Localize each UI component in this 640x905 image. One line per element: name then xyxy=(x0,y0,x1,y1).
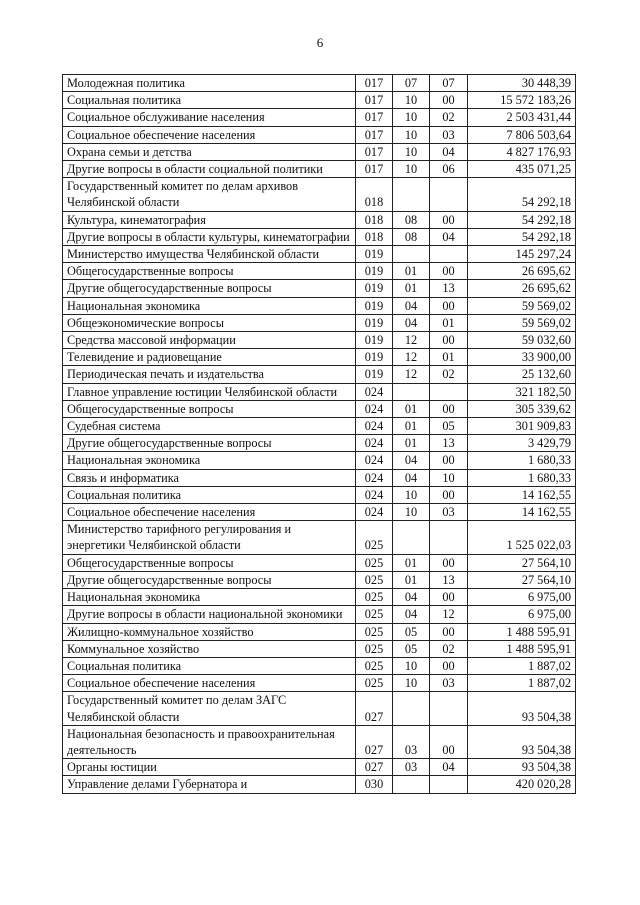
cell-subsection-code: 03 xyxy=(430,675,468,692)
cell-name: Общегосударственные вопросы xyxy=(63,554,356,571)
cell-section-code xyxy=(393,776,430,793)
cell-amount: 33 900,00 xyxy=(468,349,576,366)
cell-name: Государственный комитет по делам ЗАГС Челябинской области xyxy=(63,692,356,725)
cell-name: Общеэкономические вопросы xyxy=(63,314,356,331)
table-row xyxy=(63,92,576,109)
cell-name: Министерство тарифного регулирования и энергетики Челябинской области xyxy=(63,521,356,554)
cell-section-code: 08 xyxy=(393,228,430,245)
cell-amount: 54 292,18 xyxy=(468,228,576,245)
cell-name: Жилищно-коммунальное хозяйство xyxy=(63,623,356,640)
cell-section-code: 05 xyxy=(393,623,430,640)
cell-subsection-code: 00 xyxy=(430,657,468,674)
cell-section-code: 04 xyxy=(393,314,430,331)
cell-section-code: 10 xyxy=(393,109,430,126)
cell-section-code: 04 xyxy=(393,297,430,314)
cell-section-code: 04 xyxy=(393,606,430,623)
cell-section-code: 08 xyxy=(393,211,430,228)
cell-section-code: 10 xyxy=(393,657,430,674)
cell-ved-code: 024 xyxy=(356,435,393,452)
cell-amount: 54 292,18 xyxy=(468,211,576,228)
table-row xyxy=(63,263,576,280)
table-row xyxy=(63,349,576,366)
cell-subsection-code: 01 xyxy=(430,349,468,366)
cell-amount: 321 182,50 xyxy=(468,383,576,400)
cell-name: Национальная экономика xyxy=(63,297,356,314)
cell-name: Культура, кинематография xyxy=(63,211,356,228)
table-row xyxy=(63,759,576,776)
cell-subsection-code: 07 xyxy=(430,75,468,92)
cell-ved-code: 025 xyxy=(356,675,393,692)
table-row xyxy=(63,776,576,793)
cell-ved-code: 025 xyxy=(356,571,393,588)
cell-amount: 30 448,39 xyxy=(468,75,576,92)
cell-amount: 301 909,83 xyxy=(468,418,576,435)
cell-amount: 59 032,60 xyxy=(468,332,576,349)
cell-name: Национальная экономика xyxy=(63,589,356,606)
cell-subsection-code: 04 xyxy=(430,143,468,160)
cell-amount: 2 503 431,44 xyxy=(468,109,576,126)
cell-amount: 26 695,62 xyxy=(468,280,576,297)
cell-subsection-code: 02 xyxy=(430,109,468,126)
table-row xyxy=(63,126,576,143)
cell-ved-code: 025 xyxy=(356,521,393,554)
cell-name: Общегосударственные вопросы xyxy=(63,400,356,417)
cell-amount: 26 695,62 xyxy=(468,263,576,280)
cell-ved-code: 024 xyxy=(356,400,393,417)
cell-name: Общегосударственные вопросы xyxy=(63,263,356,280)
cell-ved-code: 030 xyxy=(356,776,393,793)
cell-subsection-code: 00 xyxy=(430,400,468,417)
cell-name: Другие общегосударственные вопросы xyxy=(63,280,356,297)
cell-name: Главное управление юстиции Челябинской области xyxy=(63,383,356,400)
cell-ved-code: 017 xyxy=(356,143,393,160)
cell-subsection-code: 04 xyxy=(430,759,468,776)
cell-ved-code: 018 xyxy=(356,178,393,211)
cell-subsection-code: 05 xyxy=(430,418,468,435)
page-number: 6 xyxy=(316,35,324,50)
cell-ved-code: 018 xyxy=(356,228,393,245)
table-row xyxy=(63,469,576,486)
cell-name: Другие общегосударственные вопросы xyxy=(63,571,356,588)
cell-section-code: 10 xyxy=(393,92,430,109)
cell-amount: 93 504,38 xyxy=(468,692,576,725)
cell-amount: 54 292,18 xyxy=(468,178,576,211)
table-row xyxy=(63,418,576,435)
cell-name: Охрана семьи и детства xyxy=(63,143,356,160)
cell-section-code xyxy=(393,383,430,400)
cell-section-code: 04 xyxy=(393,469,430,486)
cell-amount: 305 339,62 xyxy=(468,400,576,417)
cell-name: Социальное обслуживание населения xyxy=(63,109,356,126)
cell-section-code: 05 xyxy=(393,640,430,657)
cell-name: Социальная политика xyxy=(63,486,356,503)
cell-section-code: 01 xyxy=(393,571,430,588)
cell-subsection-code xyxy=(430,383,468,400)
cell-amount: 435 071,25 xyxy=(468,161,576,178)
cell-ved-code: 017 xyxy=(356,75,393,92)
cell-section-code: 10 xyxy=(393,486,430,503)
table-row xyxy=(63,332,576,349)
cell-subsection-code xyxy=(430,692,468,725)
cell-name: Телевидение и радиовещание xyxy=(63,349,356,366)
cell-amount: 1 488 595,91 xyxy=(468,640,576,657)
table-row xyxy=(63,675,576,692)
table-row xyxy=(63,589,576,606)
cell-amount: 1 887,02 xyxy=(468,657,576,674)
cell-ved-code: 018 xyxy=(356,211,393,228)
cell-ved-code: 024 xyxy=(356,383,393,400)
table-row xyxy=(63,246,576,263)
cell-amount: 1 525 022,03 xyxy=(468,521,576,554)
cell-section-code: 01 xyxy=(393,280,430,297)
cell-subsection-code: 12 xyxy=(430,606,468,623)
cell-section-code: 01 xyxy=(393,400,430,417)
cell-ved-code: 019 xyxy=(356,366,393,383)
cell-subsection-code: 00 xyxy=(430,332,468,349)
table-row xyxy=(63,623,576,640)
cell-section-code: 12 xyxy=(393,332,430,349)
cell-subsection-code: 13 xyxy=(430,571,468,588)
cell-subsection-code: 01 xyxy=(430,314,468,331)
cell-subsection-code: 13 xyxy=(430,280,468,297)
cell-subsection-code xyxy=(430,776,468,793)
cell-ved-code: 024 xyxy=(356,504,393,521)
cell-subsection-code: 00 xyxy=(430,589,468,606)
cell-ved-code: 017 xyxy=(356,161,393,178)
cell-section-code xyxy=(393,692,430,725)
cell-subsection-code: 04 xyxy=(430,228,468,245)
cell-name: Национальная безопасность и правоохранительная деятельность xyxy=(63,725,356,758)
cell-subsection-code: 10 xyxy=(430,469,468,486)
cell-amount: 7 806 503,64 xyxy=(468,126,576,143)
cell-ved-code: 019 xyxy=(356,263,393,280)
cell-ved-code: 025 xyxy=(356,606,393,623)
table-row xyxy=(63,178,576,211)
cell-name: Связь и информатика xyxy=(63,469,356,486)
table-row xyxy=(63,521,576,554)
table-row xyxy=(63,571,576,588)
cell-section-code: 03 xyxy=(393,759,430,776)
cell-ved-code: 019 xyxy=(356,332,393,349)
cell-ved-code: 024 xyxy=(356,486,393,503)
cell-subsection-code: 06 xyxy=(430,161,468,178)
cell-name: Управление делами Губернатора и xyxy=(63,776,356,793)
cell-name: Социальная политика xyxy=(63,657,356,674)
table-row xyxy=(63,504,576,521)
budget-table-body xyxy=(63,75,576,794)
cell-name: Социальное обеспечение населения xyxy=(63,126,356,143)
cell-subsection-code: 00 xyxy=(430,211,468,228)
cell-amount: 27 564,10 xyxy=(468,571,576,588)
cell-subsection-code: 13 xyxy=(430,435,468,452)
cell-subsection-code: 00 xyxy=(430,725,468,758)
cell-subsection-code: 03 xyxy=(430,504,468,521)
table-row xyxy=(63,143,576,160)
cell-name: Социальное обеспечение населения xyxy=(63,504,356,521)
cell-section-code: 12 xyxy=(393,349,430,366)
cell-subsection-code: 02 xyxy=(430,366,468,383)
cell-ved-code: 017 xyxy=(356,126,393,143)
cell-ved-code: 027 xyxy=(356,725,393,758)
cell-amount: 1 680,33 xyxy=(468,452,576,469)
cell-subsection-code: 00 xyxy=(430,297,468,314)
cell-ved-code: 019 xyxy=(356,314,393,331)
cell-ved-code: 019 xyxy=(356,297,393,314)
cell-section-code: 01 xyxy=(393,263,430,280)
cell-section-code: 04 xyxy=(393,589,430,606)
cell-amount: 1 887,02 xyxy=(468,675,576,692)
cell-amount: 1 488 595,91 xyxy=(468,623,576,640)
table-row xyxy=(63,606,576,623)
cell-amount: 14 162,55 xyxy=(468,486,576,503)
cell-name: Другие общегосударственные вопросы xyxy=(63,435,356,452)
cell-amount: 14 162,55 xyxy=(468,504,576,521)
cell-ved-code: 017 xyxy=(356,109,393,126)
table-row xyxy=(63,554,576,571)
cell-amount: 3 429,79 xyxy=(468,435,576,452)
cell-section-code: 07 xyxy=(393,75,430,92)
cell-amount: 93 504,38 xyxy=(468,759,576,776)
table-row xyxy=(63,280,576,297)
cell-ved-code: 027 xyxy=(356,759,393,776)
table-row xyxy=(63,435,576,452)
cell-subsection-code xyxy=(430,178,468,211)
cell-subsection-code xyxy=(430,521,468,554)
cell-amount: 6 975,00 xyxy=(468,606,576,623)
table-row xyxy=(63,161,576,178)
cell-ved-code: 025 xyxy=(356,623,393,640)
cell-section-code xyxy=(393,246,430,263)
cell-ved-code: 019 xyxy=(356,349,393,366)
cell-subsection-code xyxy=(430,246,468,263)
table-row xyxy=(63,228,576,245)
cell-amount: 4 827 176,93 xyxy=(468,143,576,160)
cell-name: Социальное обеспечение населения xyxy=(63,675,356,692)
cell-ved-code: 024 xyxy=(356,418,393,435)
cell-ved-code: 019 xyxy=(356,280,393,297)
cell-section-code xyxy=(393,521,430,554)
cell-name: Государственный комитет по делам архивов Челябинской области xyxy=(63,178,356,211)
table-row xyxy=(63,366,576,383)
table-row xyxy=(63,400,576,417)
cell-ved-code: 024 xyxy=(356,452,393,469)
cell-subsection-code: 03 xyxy=(430,126,468,143)
cell-subsection-code: 00 xyxy=(430,554,468,571)
cell-name: Коммунальное хозяйство xyxy=(63,640,356,657)
cell-amount: 15 572 183,26 xyxy=(468,92,576,109)
table-row xyxy=(63,75,576,92)
cell-section-code xyxy=(393,178,430,211)
cell-name: Социальная политика xyxy=(63,92,356,109)
cell-subsection-code: 00 xyxy=(430,486,468,503)
cell-ved-code: 019 xyxy=(356,246,393,263)
cell-name: Национальная экономика xyxy=(63,452,356,469)
cell-section-code: 04 xyxy=(393,452,430,469)
cell-amount: 27 564,10 xyxy=(468,554,576,571)
cell-name: Судебная система xyxy=(63,418,356,435)
cell-amount: 93 504,38 xyxy=(468,725,576,758)
cell-section-code: 01 xyxy=(393,435,430,452)
cell-ved-code: 017 xyxy=(356,92,393,109)
cell-subsection-code: 00 xyxy=(430,92,468,109)
cell-subsection-code: 00 xyxy=(430,623,468,640)
cell-section-code: 10 xyxy=(393,161,430,178)
table-row xyxy=(63,383,576,400)
cell-name: Другие вопросы в области культуры, кинематографии xyxy=(63,228,356,245)
table-row xyxy=(63,725,576,758)
cell-section-code: 10 xyxy=(393,675,430,692)
table-row xyxy=(63,657,576,674)
cell-section-code: 10 xyxy=(393,126,430,143)
cell-subsection-code: 02 xyxy=(430,640,468,657)
cell-ved-code: 027 xyxy=(356,692,393,725)
cell-ved-code: 025 xyxy=(356,640,393,657)
budget-table xyxy=(62,74,576,794)
cell-name: Органы юстиции xyxy=(63,759,356,776)
table-row xyxy=(63,452,576,469)
cell-ved-code: 024 xyxy=(356,469,393,486)
cell-amount: 59 569,02 xyxy=(468,314,576,331)
table-row xyxy=(63,486,576,503)
cell-subsection-code: 00 xyxy=(430,263,468,280)
cell-ved-code: 025 xyxy=(356,657,393,674)
cell-amount: 420 020,28 xyxy=(468,776,576,793)
table-row xyxy=(63,297,576,314)
cell-name: Средства массовой информации xyxy=(63,332,356,349)
table-row xyxy=(63,211,576,228)
cell-amount: 1 680,33 xyxy=(468,469,576,486)
cell-ved-code: 025 xyxy=(356,554,393,571)
table-row xyxy=(63,692,576,725)
table-row xyxy=(63,640,576,657)
cell-amount: 25 132,60 xyxy=(468,366,576,383)
cell-section-code: 10 xyxy=(393,504,430,521)
cell-amount: 6 975,00 xyxy=(468,589,576,606)
cell-ved-code: 025 xyxy=(356,589,393,606)
cell-name: Молодежная политика xyxy=(63,75,356,92)
cell-section-code: 01 xyxy=(393,418,430,435)
table-row xyxy=(63,109,576,126)
cell-section-code: 10 xyxy=(393,143,430,160)
cell-section-code: 03 xyxy=(393,725,430,758)
cell-section-code: 01 xyxy=(393,554,430,571)
cell-name: Другие вопросы в области национальной экономики xyxy=(63,606,356,623)
cell-amount: 145 297,24 xyxy=(468,246,576,263)
cell-section-code: 12 xyxy=(393,366,430,383)
cell-amount: 59 569,02 xyxy=(468,297,576,314)
cell-name: Министерство имущества Челябинской области xyxy=(63,246,356,263)
cell-name: Другие вопросы в области социальной политики xyxy=(63,161,356,178)
cell-subsection-code: 00 xyxy=(430,452,468,469)
table-row xyxy=(63,314,576,331)
cell-name: Периодическая печать и издательства xyxy=(63,366,356,383)
